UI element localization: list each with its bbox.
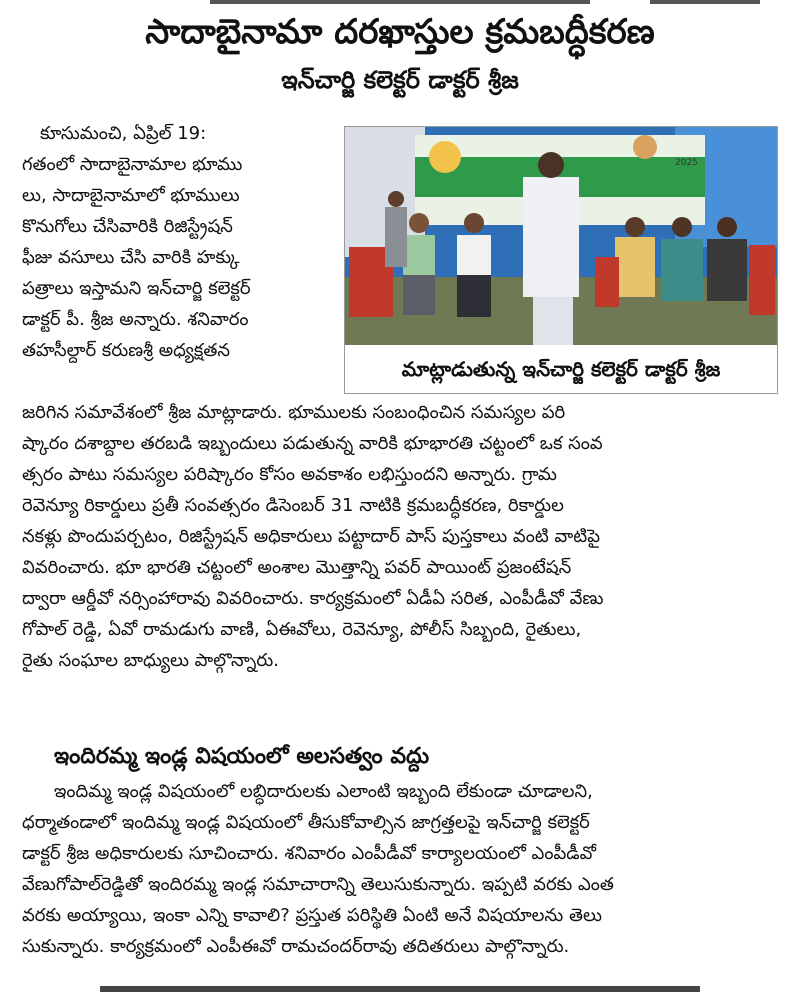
section-heading: ఇందిరమ్మ ఇండ్ల విషయంలో అలసత్వం వద్దు — [54, 744, 430, 769]
intro-paragraph — [22, 118, 334, 366]
headline: సాదాబైనామా దరఖాస్తుల క్రమబద్ధీకరణ — [145, 12, 655, 52]
news-photo — [345, 127, 777, 345]
body-line: వివరించారు. భూ భారతి చట్టంలో అంశాల మొత్తాన్ని పవర్ పాయింట్ ప్రజంటేషన్ — [22, 557, 572, 578]
body-line: ష్కారం దశాబ్దాల తరబడి ఇబ్బందులు పడుతున్న వారికి భూభారతి చట్టంలో ఒక సంవ — [22, 433, 603, 454]
section-line: డాక్టర్ శ్రీజ అధికారులకు సూచించారు. శనివారం ఎంపీడీవో కార్యాలయంలో ఎంపీడీవో — [22, 843, 596, 864]
section-line: వరకు అయ్యాయి, ఇంకా ఎన్ని కావాలి? ప్రస్తుత పరిస్థితి ఏంటి అనే విషయాలను తెలు — [22, 905, 602, 926]
section-line: వేణుగోపాల్‌రెడ్డితో ఇందిరమ్మ ఇండ్ల సమాచారాన్ని తెలుసుకున్నారు. ఇప్పటి వరకు ఎంత — [22, 874, 614, 895]
section-line: ధర్మాతండాలో ఇందిమ్మ ఇండ్ల విషయంలో తీసుకోవాల్సిన జాగ్రత్తలపై ఇన్‌చార్జి కలెక్టర్ — [22, 812, 590, 833]
section-line: సుకున్నారు. కార్యక్రమంలో ఎంపీఈవో రామచందర్‌రావు తదితరులు పాల్గొన్నారు. — [22, 936, 570, 957]
banner-year: 2025 — [675, 158, 698, 168]
cropped-next-heading — [0, 982, 800, 992]
intro-line: పత్రాలు ఇస్తామని ఇన్‌చార్జి కలెక్టర్ — [22, 278, 251, 299]
intro-line: గతంలో సాదాబైనామాల భూము — [22, 154, 243, 175]
section-line: ఇందిమ్మ ఇండ్ల విషయంలో లబ్ధిదారులకు ఎలాంటి ఇబ్బంది లేకుండా చూడాలని, — [54, 781, 593, 802]
body-line: రెవెన్యూ రికార్డులు ప్రతీ సంవత్సరం డిసెంబర్ 31 నాటికి క్రమబద్ధీకరణ, రికార్డుల — [22, 495, 564, 516]
body-line: త్సరం పాటు సమస్యల పరిష్కారం కోసం అవకాశం లభిస్తుందని అన్నారు. గ్రామ — [22, 464, 557, 485]
body-line: గోపాల్ రెడ్డి, ఏవో రామడుగు వాణి, ఏఈవోలు, రెవెన్యూ, పోలీస్ సిబ్బంది, రైతులు, — [22, 619, 582, 640]
subheadline: ఇన్‌చార్జి కలెక్టర్ డాక్టర్ శ్రీజ — [281, 66, 519, 94]
intro-line: ఫీజు వసూలు చేసి వారికి హక్కు — [22, 247, 240, 268]
intro-line: కొనుగోలు చేసివారికి రిజిస్ట్రేషన్ — [22, 216, 233, 237]
cropped-previous-text — [0, 0, 800, 8]
intro-line: కూసుమంచి, ఏప్రిల్ 19: — [40, 123, 207, 144]
section-paragraph — [22, 776, 780, 962]
body-line: నకళ్లు పొందుపర్చటం, రిజిస్ట్రేషన్ అధికారులు పట్టాదార్ పాస్ పుస్తకాలు వంటి వాటిపై — [22, 526, 600, 547]
body-line: జరిగిన సమావేశంలో శ్రీజ మాట్లాడారు. భూములకు సంబంధించిన సమస్యల పరి — [22, 402, 566, 423]
news-photo-frame — [344, 126, 778, 394]
body-line: ద్వారా ఆర్డీవో నర్సింహారావు వివరించారు. కార్యక్రమంలో ఏడీఏ సరిత, ఎంపీడీవో వేణు — [22, 588, 604, 609]
intro-line: తహసీల్దార్ కరుణశ్రీ అధ్యక్షతన — [22, 340, 230, 361]
intro-line: లు, సాదాబైనామాలో భూములు — [22, 185, 240, 206]
body-paragraph — [22, 397, 780, 676]
photo-caption: మాట్లాడుతున్న ఇన్‌చార్జి కలెక్టర్ డాక్టర్ శ్రీజ — [401, 357, 721, 381]
body-line: రైతు సంఘాల బాధ్యులు పాల్గొన్నారు. — [22, 650, 279, 671]
intro-line: డాక్టర్ పీ. శ్రీజ అన్నారు. శనివారం — [22, 309, 249, 330]
